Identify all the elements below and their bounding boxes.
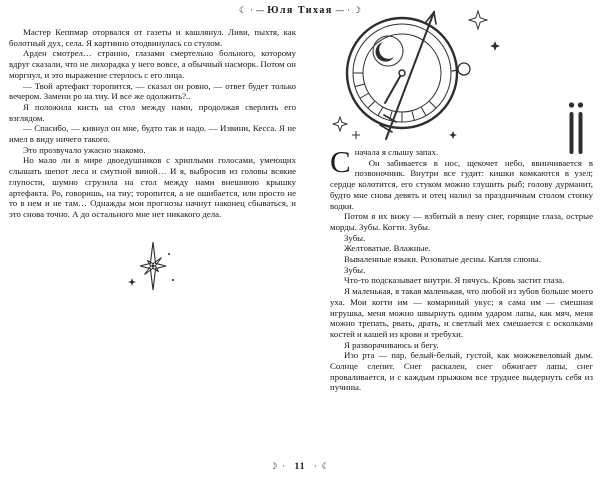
header-ornament-right-icon: — · ☽ xyxy=(335,6,361,16)
paragraph: Я маленькая, я такая маленькая, что любой из зубов больше моего уха. Мои когти им — комариный укус; я сама им — смешная игрушка, меня можно швырнуть одним ударом лапы, как мяч, меня можно трепать, рвать, драть, и светлый мех смешается с осколками костей и кашей из крови и требухи. xyxy=(330,286,593,339)
paragraph: Зубы. xyxy=(344,232,366,243)
paragraph: начала я слышу запах. xyxy=(354,147,439,157)
paragraph: Я разворачиваюсь и бегу. xyxy=(344,339,439,350)
sparkle-icon xyxy=(333,117,347,131)
paragraph: Вываленные языки. Розоватые десны. Капля слюны. xyxy=(344,254,541,265)
paragraph: Зубы. xyxy=(344,264,366,275)
chapter-opening xyxy=(330,144,593,393)
footer-ornament-left-icon: ☽ · xyxy=(269,462,287,472)
page-footer xyxy=(0,462,600,472)
paragraph: Это прозвучало ужасно знакомо. xyxy=(23,144,146,155)
paragraph: Я положила кисть на стол между нами, продолжая сверлить его взглядом. xyxy=(9,101,296,123)
paragraph: Что-то подсказывает внутри. Я пячусь. Кровь застит глаза. xyxy=(344,275,565,286)
sparkle-icon xyxy=(352,131,360,139)
header-ornament-left-icon: ☾ · — xyxy=(239,6,265,16)
paragraph: Изо рта — пар, белый-белый, густой, как можжевеловый дым. Солнце слепит. Снег раскален, снег обжигает лапы, снег проваливается, и с каждым прыжком все труднее выдернуть себя из пучины. xyxy=(330,350,593,393)
paragraph: Но мало ли в мире двоедушников с хриплыми голосами, умеющих слышать шепот леса и смутной виной… И я, выбросив из головы всякие глупости, шумно сгрузила на стол между нами внешнюю крышку артефакта. Ро, говоришь, на тиу; торопится, а не ошибается, или просто не то в нем и не там… Однажды мои прогнозы начнут наконец сбываться, и это снова точно. А до остального мне нет никакого дела. xyxy=(9,155,296,219)
right-page xyxy=(330,144,593,393)
sparkle-icon xyxy=(469,11,487,29)
author-name: Юля Тихая xyxy=(267,5,333,16)
sparkle-icon xyxy=(490,41,500,51)
astrolabe-illustration xyxy=(332,8,507,144)
scene-break-ornament xyxy=(9,236,296,296)
paragraph: — Спасибо, — кивнул он мне, будто так и надо. — Извини, Кесса. Я не имел в виду ничего такого. xyxy=(9,123,296,145)
running-header xyxy=(0,5,600,16)
paragraph: Арден смотрел… странно, глазами смертельно больного, которому вдруг сказали, что не лихорадка у него вовсе, а обычный насморк. Потом он моргнул, и это выражение стерлось с его лица. xyxy=(9,48,296,80)
paragraph: Потом я их вижу — взбитый в пену снег, горящие глаза, острые морды. Зубы. Когти. Зубы. xyxy=(330,211,593,232)
astrolabe-with-arrow-icon xyxy=(332,8,507,144)
page-number: 11 xyxy=(294,462,306,472)
eight-point-star-icon xyxy=(121,236,185,296)
footer-ornament-right-icon: · ☾ xyxy=(313,462,331,472)
drop-cap: С xyxy=(330,144,351,179)
paragraph: Желтоватые. Влажные. xyxy=(344,243,431,254)
left-page xyxy=(9,27,296,296)
paragraph: Он забивается в нос, щекочет небо, ввинчивается в позвоночник. Внутри все гудит: кишки комкаются в узел; сердце колотится, его стуком можно глушить рыб; голову дурманит, будто мне снова девять и отец налил за праздничным столом стопку водки. xyxy=(330,157,593,211)
sparkle-icon xyxy=(449,131,457,139)
paragraph: — Твой артефакт торопится, — сказал он ровно, — ответ будет только вечером. Замени ро на тиу. И все же одолжить?.. xyxy=(9,80,296,102)
paragraph: Мастер Кеппмар оторвался от газеты и кашлянул. Ливи, пыхтя, как болотный дух, села. Я картинно отодвинулась со стулом. xyxy=(9,27,296,48)
